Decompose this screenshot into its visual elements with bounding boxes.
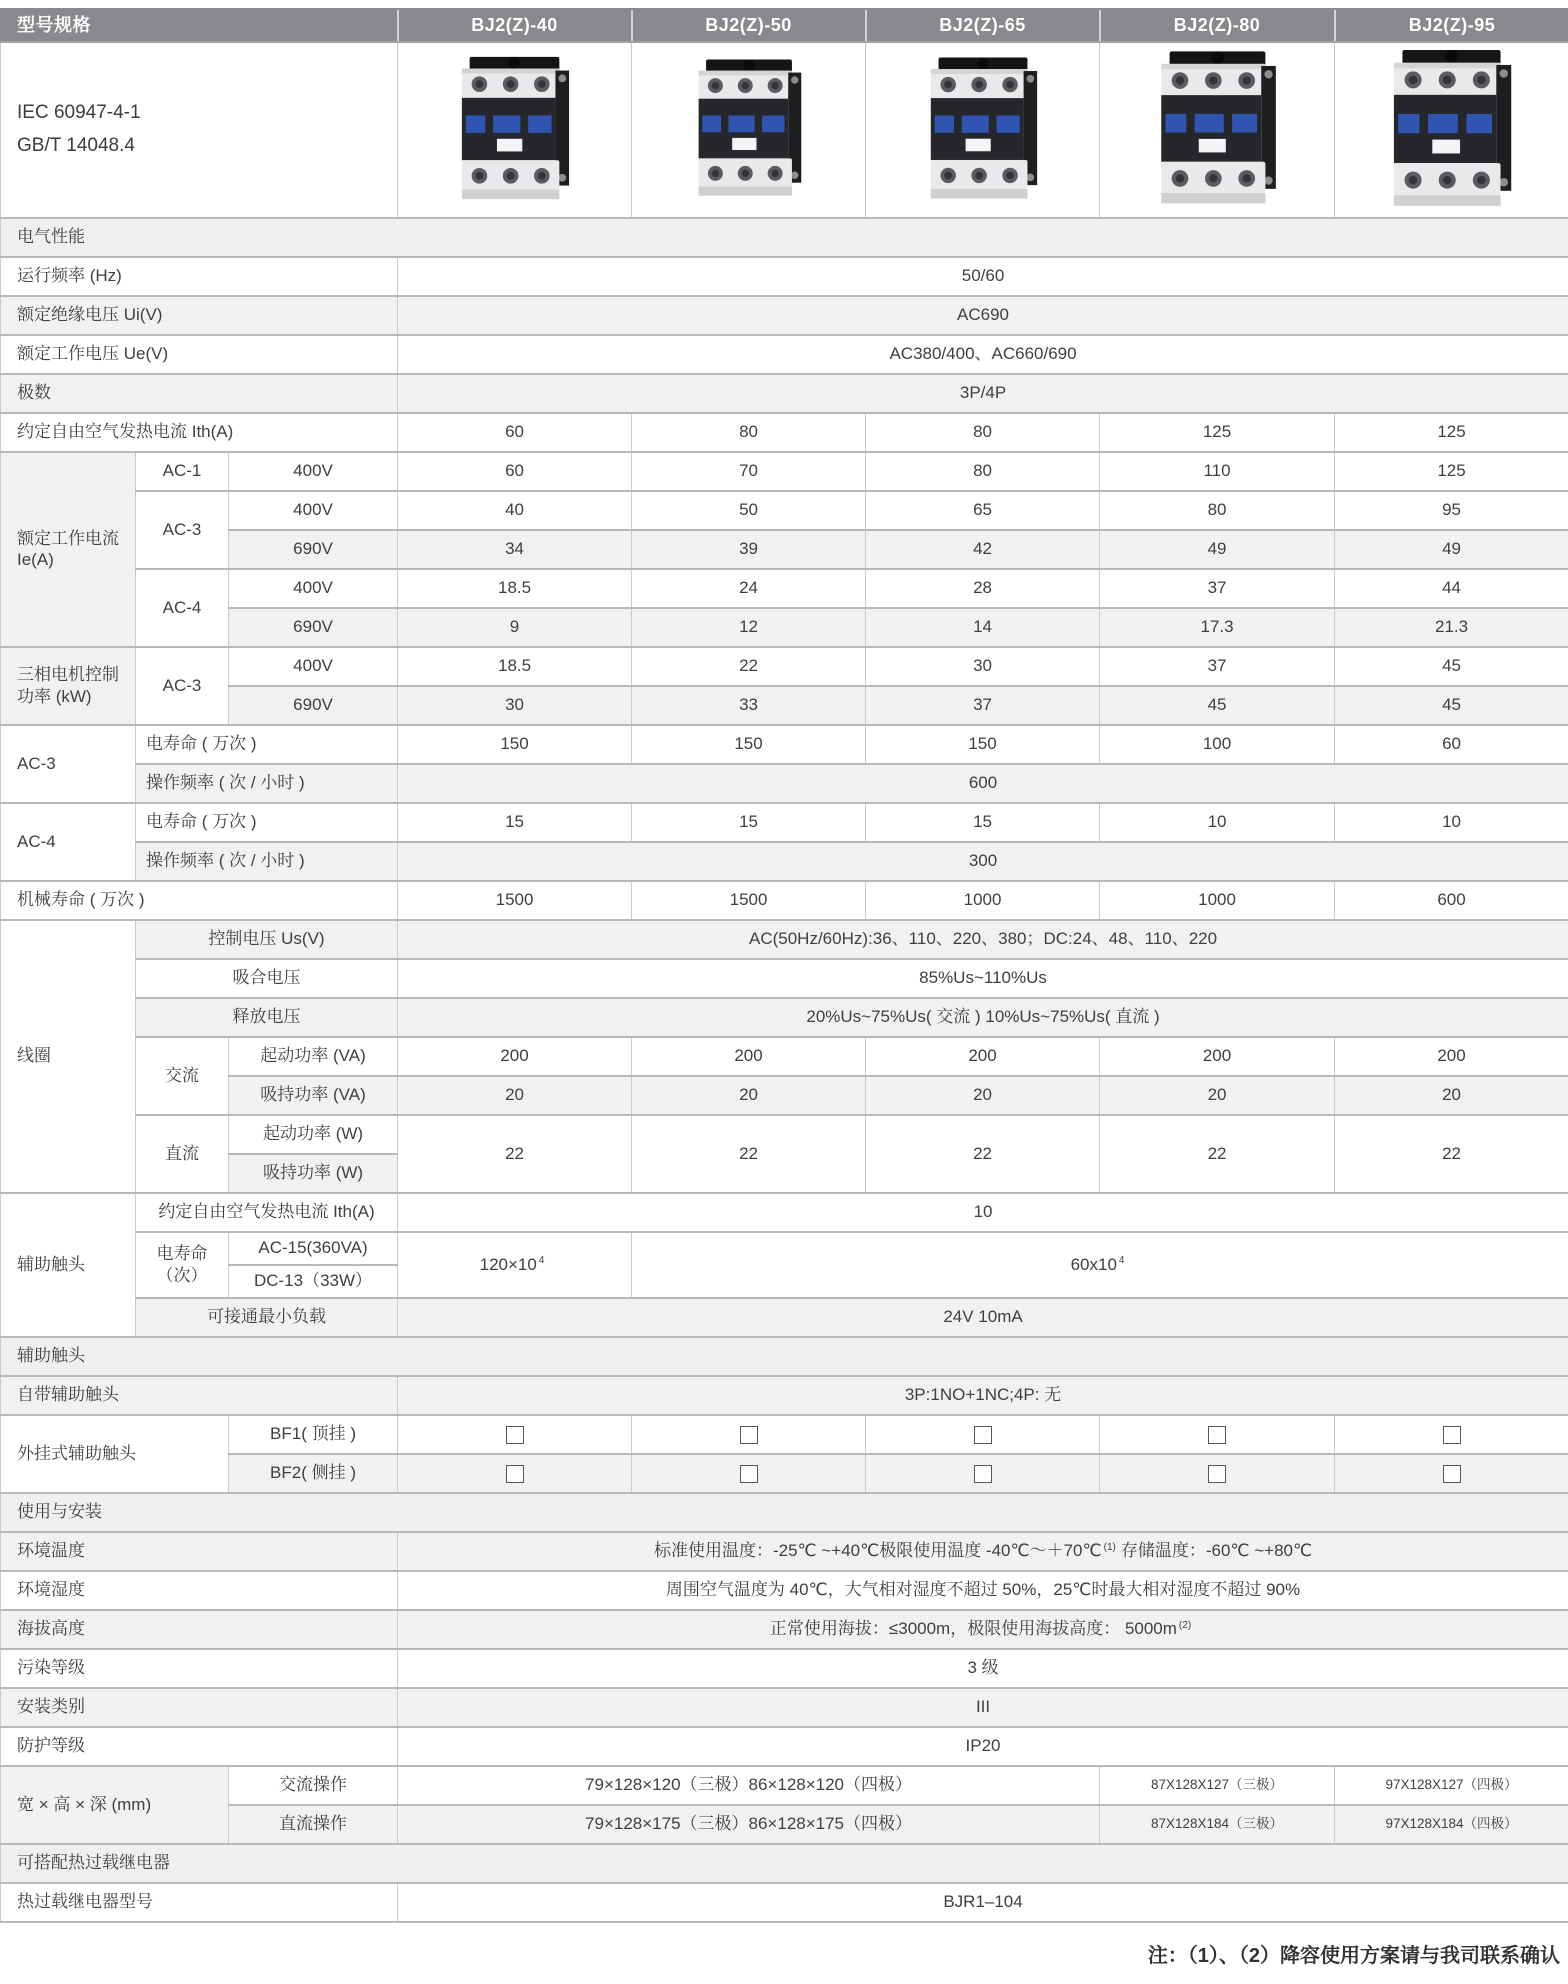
altitude-value	[398, 1610, 1568, 1649]
coil-ac-start-value: 200	[632, 1037, 866, 1076]
bf1-label: BF1( 顶挂 )	[229, 1415, 398, 1454]
ie-ac1-400v-value: 60	[398, 452, 632, 491]
contactor-image	[1155, 51, 1280, 208]
footnote-marker-1: (1)	[1103, 1541, 1116, 1553]
contactor-image	[693, 58, 805, 201]
ambient-temp-text2: 存储温度：-60℃ ~+80℃	[1120, 1541, 1313, 1561]
coil-ac-start-value: 200	[398, 1037, 632, 1076]
footnote: 注：（1）、（2）降容使用方案请与我司联系确认	[1147, 1944, 1560, 1967]
ac3-elec-life-value: 150	[632, 725, 866, 764]
mech-life-value: 600	[1335, 881, 1568, 920]
ambient-temp-text: 标准使用温度：-25℃ ~+40℃极限使用温度 -40℃～＋70℃	[653, 1541, 1102, 1561]
dims-ac-value-95: 97X128X127（四极）	[1335, 1766, 1568, 1805]
dims-ac-wide-value: 79×128×120（三极）86×128×120（四极）	[398, 1766, 1100, 1805]
ie-ac3-690v-label: 690V	[229, 530, 398, 569]
product-photo-bj2z-50	[632, 42, 866, 218]
protection-value: IP20	[398, 1727, 1568, 1766]
coil-ac-label: 交流	[136, 1037, 229, 1115]
section-relay: 可搭配热过载继电器	[1, 1844, 1568, 1883]
checkbox-empty-icon	[740, 1426, 758, 1444]
humidity-value: 周围空气温度为 40℃，大气相对湿度不超过 50%，25℃时最大相对湿度不超过 90%	[398, 1571, 1568, 1610]
ie-ac3-label: AC-3	[136, 491, 229, 569]
ie-ac4-400v-label: 400V	[229, 569, 398, 608]
coil-dc-value: 22	[398, 1115, 632, 1193]
contactor-image	[925, 56, 1041, 204]
section-aux: 辅助触头	[1, 1337, 1568, 1376]
motor-690v-value: 30	[398, 686, 632, 725]
model-header-bj2z-65: BJ2(Z)-65	[866, 9, 1100, 42]
motor-ac3-label: AC-3	[136, 647, 229, 725]
dims-dc-label: 直流操作	[229, 1805, 398, 1844]
product-photo-bj2z-65	[866, 42, 1100, 218]
ie-ac1-400v-value: 110	[1100, 452, 1335, 491]
ambient-temp-label: 环境温度	[1, 1532, 398, 1571]
ie-ac4-690v-value: 12	[632, 608, 866, 647]
aux-life-value-1-base: 120×10	[479, 1254, 537, 1274]
ac4-elec-life-value: 15	[632, 803, 866, 842]
coil-dc-start-label: 起动功率 (W)	[229, 1115, 398, 1154]
bf2-label: BF2( 侧挂 )	[229, 1454, 398, 1493]
ie-ac3-400v-value: 95	[1335, 491, 1568, 530]
ie-ac4-690v-label: 690V	[229, 608, 398, 647]
checkbox-empty-icon	[1208, 1426, 1226, 1444]
coil-ac-start-value: 200	[1335, 1037, 1568, 1076]
standard-iec: IEC 60947-4-1	[17, 102, 141, 124]
ue-value: AC380/400、AC660/690	[398, 335, 1568, 374]
coil-dc-hold-label: 吸持功率 (W)	[229, 1154, 398, 1193]
coil-us-label: 控制电压 Us(V)	[136, 920, 398, 959]
ie-ac1-label: AC-1	[136, 452, 229, 491]
bf2-option-cell	[1100, 1454, 1335, 1493]
aux-min-load-label: 可接通最小负载	[136, 1298, 398, 1337]
bf1-option-cell	[632, 1415, 866, 1454]
coil-ac-start-value: 200	[866, 1037, 1100, 1076]
motor-400v-value: 18.5	[398, 647, 632, 686]
ambient-temp-value	[398, 1532, 1568, 1571]
model-header-bj2z-40: BJ2(Z)-40	[398, 9, 632, 42]
product-photo-bj2z-95	[1335, 42, 1568, 218]
coil-dc-value: 22	[632, 1115, 866, 1193]
dims-dc-value-80: 87X128X184（三极）	[1100, 1805, 1335, 1844]
freq-value: 50/60	[398, 257, 1568, 296]
coil-ac-start-label: 起动功率 (VA)	[229, 1037, 398, 1076]
ac3-op-freq-value: 600	[398, 764, 1568, 803]
coil-dc-value: 22	[1335, 1115, 1568, 1193]
ie-ac4-400v-value: 18.5	[398, 569, 632, 608]
ie-ac3-400v-value: 50	[632, 491, 866, 530]
aux-life-dc13-label: DC-13（33W）	[229, 1265, 398, 1298]
ie-ac3-400v-value: 40	[398, 491, 632, 530]
builtin-aux-value: 3P:1NO+1NC;4P: 无	[398, 1376, 1568, 1415]
aux-life-value-1-exp: 4	[538, 1255, 545, 1267]
ac4-life-group-label: AC-4	[1, 803, 136, 881]
mech-life-value: 1000	[866, 881, 1100, 920]
product-photo-bj2z-40	[398, 42, 632, 218]
ac4-op-freq-value: 300	[398, 842, 1568, 881]
poles-value: 3P/4P	[398, 374, 1568, 413]
ac4-op-freq-label: 操作频率 ( 次 / 小时 )	[136, 842, 398, 881]
ie-group-label: 额定工作电流 Ie(A)	[1, 452, 136, 647]
checkbox-empty-icon	[974, 1426, 992, 1444]
aux-life-value-1	[398, 1232, 632, 1298]
bf2-option-cell	[1335, 1454, 1568, 1493]
ac4-elec-life-value: 15	[866, 803, 1100, 842]
relay-model-label: 热过载继电器型号	[1, 1883, 398, 1922]
ith-value: 80	[866, 413, 1100, 452]
checkbox-empty-icon	[1208, 1465, 1226, 1483]
standards-cell	[1, 42, 398, 218]
aux-life-value-2-exp: 4	[1118, 1255, 1125, 1267]
altitude-label: 海拔高度	[1, 1610, 398, 1649]
checkbox-empty-icon	[740, 1465, 758, 1483]
ac3-elec-life-value: 150	[866, 725, 1100, 764]
ith-value: 125	[1100, 413, 1335, 452]
ie-ac1-400v-value: 125	[1335, 452, 1568, 491]
motor-690v-value: 45	[1100, 686, 1335, 725]
ie-ac1-400v-value: 80	[866, 452, 1100, 491]
coil-pickup-value: 85%Us~110%Us	[398, 959, 1568, 998]
ac3-elec-life-value: 100	[1100, 725, 1335, 764]
builtin-aux-label: 自带辅助触头	[1, 1376, 398, 1415]
ie-ac3-690v-value: 34	[398, 530, 632, 569]
ue-label: 额定工作电压 Ue(V)	[1, 335, 398, 374]
bf1-option-cell	[398, 1415, 632, 1454]
dims-dc-wide-value: 79×128×175（三极）86×128×175（四极）	[398, 1805, 1100, 1844]
mech-life-value: 1500	[398, 881, 632, 920]
contactor-image	[1387, 50, 1516, 210]
ie-ac3-690v-value: 49	[1100, 530, 1335, 569]
external-aux-label: 外挂式辅助触头	[1, 1415, 229, 1493]
freq-label: 运行频率 (Hz)	[1, 257, 398, 296]
altitude-text: 正常使用海拔：≤3000m，极限使用海拔高度： 5000m	[769, 1619, 1177, 1639]
ie-ac4-690v-value: 17.3	[1100, 608, 1335, 647]
coil-us-value: AC(50Hz/60Hz):36、110、220、380；DC:24、48、110、220	[398, 920, 1568, 959]
ac4-elec-life-value: 10	[1100, 803, 1335, 842]
coil-ac-hold-value: 20	[1100, 1076, 1335, 1115]
ith-value: 125	[1335, 413, 1568, 452]
ie-ac3-690v-value: 42	[866, 530, 1100, 569]
ac3-elec-life-value: 150	[398, 725, 632, 764]
motor-400v-value: 37	[1100, 647, 1335, 686]
coil-ac-hold-value: 20	[632, 1076, 866, 1115]
ie-ac4-400v-value: 24	[632, 569, 866, 608]
ac3-elec-life-label: 电寿命 ( 万次 )	[136, 725, 398, 764]
ie-ac3-400v-label: 400V	[229, 491, 398, 530]
bf1-option-cell	[1335, 1415, 1568, 1454]
motor-690v-value: 33	[632, 686, 866, 725]
motor-400v-label: 400V	[229, 647, 398, 686]
install-category-value: III	[398, 1688, 1568, 1727]
dims-ac-label: 交流操作	[229, 1766, 398, 1805]
aux-life-value-2-base: 60x10	[1070, 1254, 1117, 1274]
bf2-option-cell	[866, 1454, 1100, 1493]
ie-ac4-400v-value: 44	[1335, 569, 1568, 608]
protection-label: 防护等级	[1, 1727, 398, 1766]
coil-ac-start-value: 200	[1100, 1037, 1335, 1076]
mech-life-label: 机械寿命 ( 万次 )	[1, 881, 398, 920]
section-electrical: 电气性能	[1, 218, 1568, 257]
bf2-option-cell	[632, 1454, 866, 1493]
model-header-bj2z-80: BJ2(Z)-80	[1100, 9, 1335, 42]
checkbox-empty-icon	[1443, 1426, 1461, 1444]
coil-ac-hold-value: 20	[866, 1076, 1100, 1115]
coil-pickup-label: 吸合电压	[136, 959, 398, 998]
standard-gb: GB/T 14048.4	[17, 134, 135, 156]
spec-table	[0, 8, 1568, 1923]
ie-ac3-690v-value: 49	[1335, 530, 1568, 569]
mech-life-value: 1000	[1100, 881, 1335, 920]
motor-690v-label: 690V	[229, 686, 398, 725]
pollution-label: 污染等级	[1, 1649, 398, 1688]
aux-life-value-2	[632, 1232, 1568, 1298]
ie-ac4-400v-value: 28	[866, 569, 1100, 608]
aux-ith-value: 10	[398, 1193, 1568, 1232]
ac3-op-freq-label: 操作频率 ( 次 / 小时 )	[136, 764, 398, 803]
coil-dropout-label: 释放电压	[136, 998, 398, 1037]
aux-life-ac15-label: AC-15(360VA)	[229, 1232, 398, 1265]
bf2-option-cell	[398, 1454, 632, 1493]
mech-life-value: 1500	[632, 881, 866, 920]
ac4-elec-life-value: 15	[398, 803, 632, 842]
model-header-bj2z-50: BJ2(Z)-50	[632, 9, 866, 42]
aux-min-load-value: 24V 10mA	[398, 1298, 1568, 1337]
ac3-life-group-label: AC-3	[1, 725, 136, 803]
coil-dc-value: 22	[1100, 1115, 1335, 1193]
ac4-elec-life-value: 10	[1335, 803, 1568, 842]
poles-label: 极数	[1, 374, 398, 413]
checkbox-empty-icon	[506, 1465, 524, 1483]
ie-ac3-400v-value: 80	[1100, 491, 1335, 530]
motor-power-group-label: 三相电机控制功率 (kW)	[1, 647, 136, 725]
ie-ac4-690v-value: 9	[398, 608, 632, 647]
pollution-value: 3 级	[398, 1649, 1568, 1688]
bf1-option-cell	[866, 1415, 1100, 1454]
motor-400v-value: 22	[632, 647, 866, 686]
motor-400v-value: 45	[1335, 647, 1568, 686]
ie-ac3-400v-value: 65	[866, 491, 1100, 530]
humidity-label: 环境湿度	[1, 1571, 398, 1610]
coil-group-label: 线圈	[1, 920, 136, 1193]
ui-label: 额定绝缘电压 Ui(V)	[1, 296, 398, 335]
table-header-row	[1, 9, 1568, 42]
coil-dc-value: 22	[866, 1115, 1100, 1193]
aux-contact-group-label: 辅助触头	[1, 1193, 136, 1337]
contactor-image	[456, 56, 573, 204]
ui-value: AC690	[398, 296, 1568, 335]
model-header-bj2z-95: BJ2(Z)-95	[1335, 9, 1568, 42]
motor-690v-value: 45	[1335, 686, 1568, 725]
bf1-option-cell	[1100, 1415, 1335, 1454]
product-row	[1, 42, 1568, 218]
footnote-marker-2: (2)	[1178, 1619, 1192, 1631]
relay-model-value: BJR1–104	[398, 1883, 1568, 1922]
coil-ac-hold-label: 吸持功率 (VA)	[229, 1076, 398, 1115]
ac4-elec-life-label: 电寿命 ( 万次 )	[136, 803, 398, 842]
coil-dropout-value: 20%Us~75%Us( 交流 ) 10%Us~75%Us( 直流 )	[398, 998, 1568, 1037]
motor-690v-value: 37	[866, 686, 1100, 725]
ie-ac1-400v-value: 70	[632, 452, 866, 491]
ie-ac4-690v-value: 21.3	[1335, 608, 1568, 647]
dimensions-label: 宽 × 高 × 深 (mm)	[1, 1766, 229, 1844]
aux-life-label: 电寿命 （次）	[136, 1232, 229, 1298]
product-photo-bj2z-80	[1100, 42, 1335, 218]
coil-ac-hold-value: 20	[1335, 1076, 1568, 1115]
section-usage: 使用与安装	[1, 1493, 1568, 1532]
checkbox-empty-icon	[974, 1465, 992, 1483]
ie-ac4-400v-value: 37	[1100, 569, 1335, 608]
install-category-label: 安装类别	[1, 1688, 398, 1727]
dims-ac-value-80: 87X128X127（三极）	[1100, 1766, 1335, 1805]
ie-ac1-400v-label: 400V	[229, 452, 398, 491]
ith-value: 80	[632, 413, 866, 452]
dims-dc-value-95: 97X128X184（四极）	[1335, 1805, 1568, 1844]
ie-ac3-690v-value: 39	[632, 530, 866, 569]
ith-value: 60	[398, 413, 632, 452]
ith-label: 约定自由空气发热电流 Ith(A)	[1, 413, 398, 452]
coil-ac-hold-value: 20	[398, 1076, 632, 1115]
ie-ac4-label: AC-4	[136, 569, 229, 647]
checkbox-empty-icon	[506, 1426, 524, 1444]
checkbox-empty-icon	[1443, 1465, 1461, 1483]
ac3-elec-life-value: 60	[1335, 725, 1568, 764]
coil-dc-label: 直流	[136, 1115, 229, 1193]
spec-title-header: 型号规格	[1, 9, 398, 42]
ie-ac4-690v-value: 14	[866, 608, 1100, 647]
motor-400v-value: 30	[866, 647, 1100, 686]
aux-ith-label: 约定自由空气发热电流 Ith(A)	[136, 1193, 398, 1232]
